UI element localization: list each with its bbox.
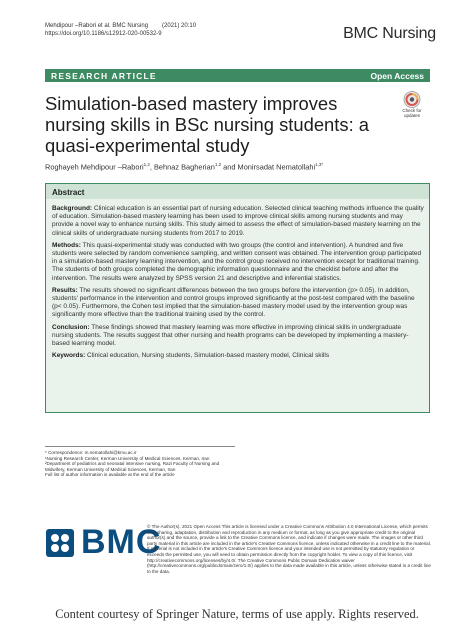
abstract-methods [52, 242, 424, 283]
author-name: Roghayeh Mehdipour –Rabori [45, 162, 144, 172]
article-banner [45, 69, 430, 82]
affiliation-2: ²Department of pediatrics and neonatal intensive nursing, Razi Faculty of Nursing and Midwifery, Kerman University of Medical Sciences, Kerman, Iran [45, 461, 220, 472]
section-text: Clinical education, Nursing students, Simulation-based mastery model, Clinical skills [85, 352, 330, 360]
author-name: Behnaz Bagherian [153, 162, 215, 172]
section-label: Methods: [52, 241, 81, 249]
section-label: Keywords: [52, 352, 86, 360]
open-access-label: Open Access [370, 70, 424, 81]
author-affiliation-marker: 1,2 [214, 162, 222, 167]
abstract-keywords [52, 352, 424, 360]
author-info-note: Full list of author information is available at the end of the article [45, 472, 175, 478]
running-header [45, 22, 196, 38]
abstract-body [52, 205, 424, 364]
footnote-divider [45, 446, 235, 447]
author-name: Monirsadat Nematollahi [237, 162, 316, 172]
doi-link[interactable]: https://doi.org/10.1186/s12912-020-00532-9 [45, 31, 162, 37]
bmc-logo-text: BMC [81, 523, 162, 561]
abstract-results [52, 287, 424, 320]
citation-year: (2021) 20:10 [162, 23, 197, 29]
journal-name: BMC Nursing [343, 25, 436, 42]
check-for-updates-badge[interactable] [396, 91, 428, 125]
abstract-heading: Abstract [46, 184, 429, 199]
abstract-box [45, 183, 430, 413]
abstract-background [52, 205, 424, 238]
license-text: © The Author(s). 2021 Open Access This article is licensed under a Creative Commons Attribution 4.0 International License, which permits use, sharing, adaptation, distribution and reproduction in any medium or format, as long as you give appropriate credit to the original author(s) and the source, provide a link to the Creative Commons licence, and indicate if changes were made. The images or other third party material in this article are included in the article's Creative Commons licence, unless indicated otherwise in a credit line to the material. If material is not included in the article's Creative Commons licence and your intended use is not permitted by statutory regulation or exceeds the permitted use, you will need to obtain permission directly from the copyright holder. To view a copy of this licence, visit http://creativecommons.org/licenses/by/4.0/. The Creative Commons Public Domain Dedication waiver (http://creativecommons.org/publicdomain/zero/1.0/) applies to the data made available in this article, unless otherwise stated in a credit line to the data. [147, 524, 432, 574]
check-updates-label: Check for updates [402, 108, 422, 118]
article-type: RESEARCH ARTICLE [51, 70, 157, 81]
author-affiliation-marker: 1,2 [143, 162, 150, 167]
section-text: Clinical education is an essential part of nursing education. Selected clinical teaching methods influence the quality of education. Simulation-based mastery learning has been used to improve clinical skills among nursing students and may provide a novel way to enhance nursing skills. This study aimed to assess the effect of simulation-based mastery learning on the clinical skills of undergraduate nursing students from 2017 to 2019. [52, 205, 424, 237]
author-separator: and [221, 162, 238, 172]
author-list [45, 162, 323, 171]
author-separator: , [149, 162, 154, 172]
citation: Mehdipour –Rabori et al. BMC Nursing [45, 23, 149, 29]
section-text: This quasi-experimental study was conducted with two groups (the control and intervention). A hundred and five students were selected by random convenience sampling, and written consent was obtained. The intervention group participated in a simulation-based mastery learning intervention, and the control group received no intervention except for traditional training. The students of both groups completed the demographic information questionnaire and the checklist before and after the intervention. The results were analyzed by SPSS version 21 and descriptive and inferential statistics. [52, 241, 422, 282]
bmc-logo [45, 523, 161, 562]
author-affiliation-marker: 1,3* [315, 162, 324, 167]
section-text: The results showed no significant differences between the two groups before the intervention (p> 0.05). In addition, students' performance in the intervention and control groups improved significantly at the post-test compared with the baseline (p< 0.05). Furthermore, the Cohen test implied that the simulation-based mastery model used by the intervention group was significantly more effective than the traditional training used by the control. [52, 286, 415, 319]
bmc-logo-icon [45, 528, 75, 558]
correspondence: * Correspondence: m.nematollahi@kmu.ac.ir [45, 450, 137, 455]
content-credit: Content courtesy of Springer Nature, terms of use apply. Rights reserved. [55, 607, 419, 621]
section-text: These findings showed that mastery learning was more effective in improving clinical skills in undergraduate nursing students. The results suggest that other nursing and health programs can be developed by implementing a mastery-based learning model. [52, 323, 409, 348]
section-label: Results: [52, 286, 78, 294]
check-updates-icon [396, 91, 428, 108]
abstract-conclusion [52, 324, 424, 349]
article-title: Simulation-based mastery improves nursing skills in BSc nursing students: a quasi-experimental study [45, 93, 370, 156]
section-label: Conclusion: [52, 323, 90, 331]
footnotes [45, 446, 235, 478]
section-label: Background: [52, 205, 93, 212]
affiliation-1: ¹Nursing Research Center, Kerman University of Medical Sciences, Kerman, Iran [45, 455, 210, 461]
